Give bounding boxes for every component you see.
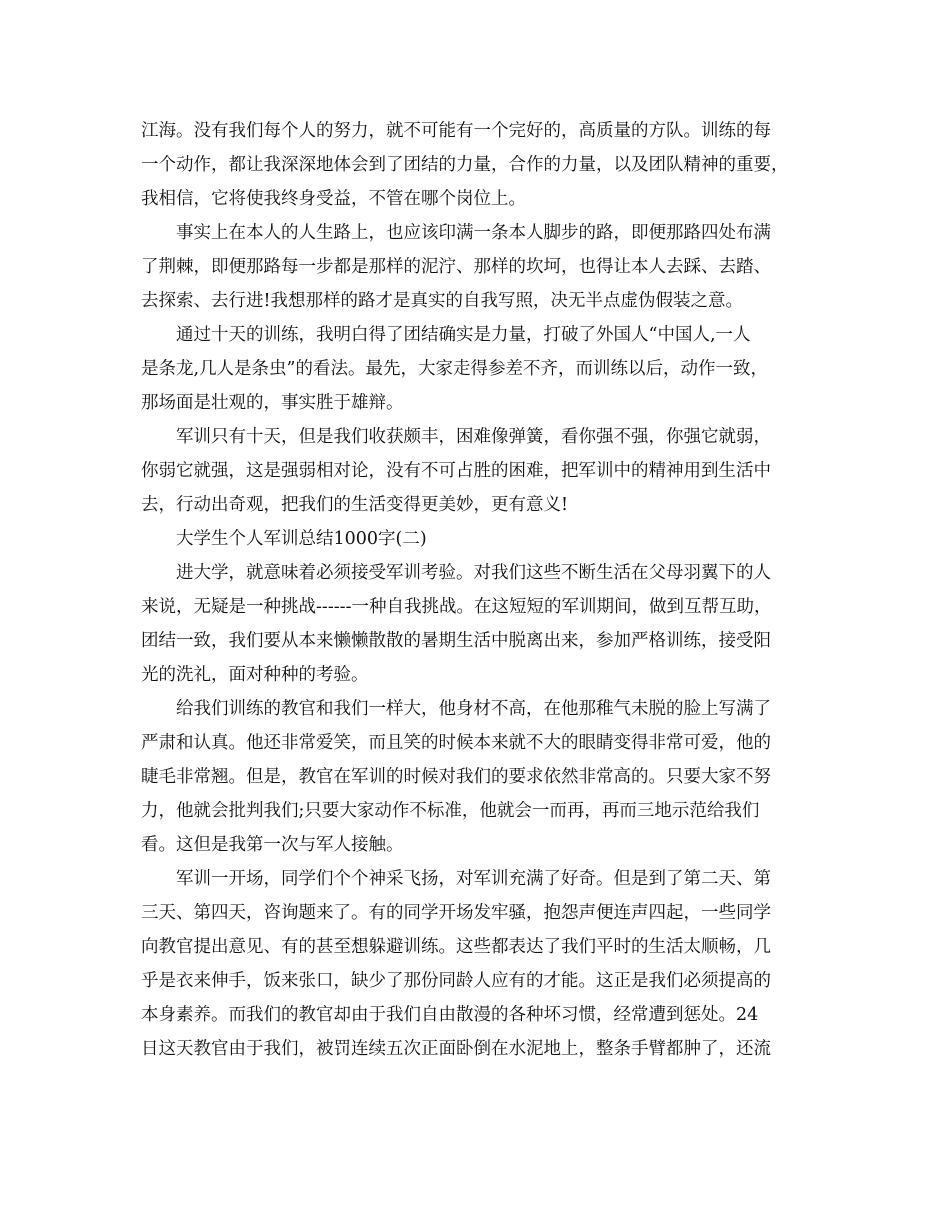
paragraph-6 [141, 692, 841, 862]
document-body [141, 114, 841, 1066]
text-line: 江海。没有我们每个人的努力，就不可能有一个完好的，高质量的方队。训练的每 [141, 121, 771, 141]
text-line: 严肃和认真。他还非常爱笑，而且笑的时候本来就不大的眼睛变得非常可爱，他的 [141, 733, 771, 753]
text-line: 给我们训练的教官和我们一样大，他身材不高，在他那稚气未脱的脸上写满了 [176, 699, 771, 719]
text-line: 日这天教官由于我们，被罚连续五次正面卧倒在水泥地上，整条手臂都肿了，还流 [141, 1039, 771, 1059]
section-heading [141, 522, 841, 556]
text-line: 那场面是壮观的，事实胜于雄辩。 [141, 393, 404, 413]
text-line: 你弱它就强，这是强弱相对论，没有不可占胜的困难，把军训中的精神用到生活中 [141, 461, 771, 481]
text-line: 三天、第四天，咨询题来了。有的同学开场发牢骚，抱怨声便连声四起，一些同学 [141, 903, 771, 923]
text-line: 一个动作，都让我深深地体会到了团结的力量，合作的力量，以及团队精神的重要， [141, 155, 789, 175]
paragraph-7 [141, 862, 841, 1066]
text-line: 睫毛非常翘。但是，教官在军训的时候对我们的要求依然非常高的。只要大家不努 [141, 767, 771, 787]
text-line: 光的洗礼，面对种种的考验。 [141, 665, 369, 685]
text-line: 通过十天的训练，我明白得了团结确实是力量，打破了外国人“中国人,一人 [176, 325, 751, 345]
text-line: 看。这但是我第一次与军人接触。 [141, 835, 404, 855]
text-line: 是条龙,几人是条虫”的看法。最先，大家走得参差不齐，而训练以后，动作一致， [141, 359, 769, 379]
text-line: 乎是衣来伸手，饭来张口，缺少了那份同龄人应有的才能。这正是我们必须提高的 [141, 971, 771, 991]
text-line: 去探索、去行进!我想那样的路才是真实的自我写照，决无半点虚伪假装之意。 [141, 291, 744, 311]
text-line: 去，行动出奇观，把我们的生活变得更美妙，更有意义! [141, 495, 569, 515]
paragraph-4 [141, 420, 841, 522]
text-line: 力，他就会批判我们;只要大家动作不标准，他就会一而再，再而三地示范给我们 [141, 801, 760, 821]
paragraph-2 [141, 216, 841, 318]
text-line: 进大学，就意味着必须接受军训考验。对我们这些不断生活在父母羽翼下的人 [176, 563, 771, 583]
text-line: 军训只有十天，但是我们收获颇丰，困难像弹簧，看你强不强，你强它就弱， [176, 427, 771, 447]
text-line: 我相信，它将使我终身受益，不管在哪个岗位上。 [141, 189, 526, 209]
text-line: 本身素养。而我们的教官却由于我们自由散漫的各种坏习惯，经常遭到惩处。24 [141, 1005, 759, 1025]
paragraph-5 [141, 556, 841, 692]
text-line: 军训一开场，同学们个个神采飞扬，对军训充满了好奇。但是到了第二天、第 [176, 869, 771, 889]
text-line: 了荆棘，即便那路每一步都是那样的泥泞、那样的坎坷，也得让本人去踩、去踏、 [141, 257, 771, 277]
text-line: 来说，无疑是一种挑战------一种自我挑战。在这短短的军训期间，做到互帮互助， [141, 597, 772, 617]
paragraph-3 [141, 318, 841, 420]
heading-text: 大学生个人军训总结1000字(二) [176, 529, 427, 549]
text-line: 团结一致，我们要从本来懒懒散散的暑期生活中脱离出来，参加严格训练，接受阳 [141, 631, 771, 651]
text-line: 向教官提出意见、有的甚至想躲避训练。这些都表达了我们平时的生活太顺畅，几 [141, 937, 771, 957]
paragraph-1 [141, 114, 841, 216]
text-line: 事实上在本人的人生路上，也应该印满一条本人脚步的路，即便那路四处布满 [176, 223, 771, 243]
